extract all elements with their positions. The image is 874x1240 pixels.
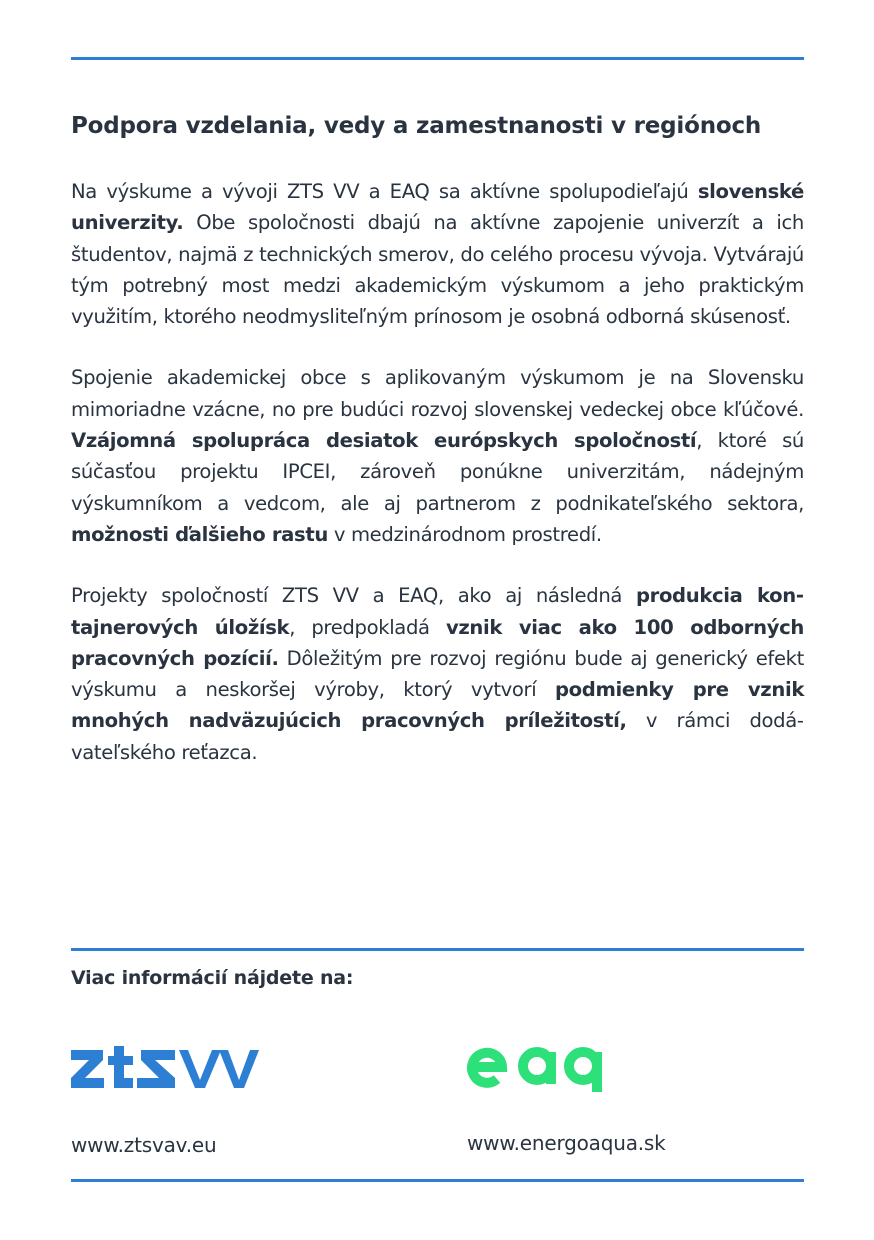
energoaqua-url[interactable]: www.energoaqua.sk: [467, 1131, 666, 1155]
paragraph-universities: Na výskume a vývoji ZTS VV a EAQ sa aktívne spolupodieľajú slovenské univerzity. Obe spoločnosti dbajú na aktívne zapojenie univerzít a ich študentov, najmä z technických smerov, do celého procesu vývoja. Vytvárajú tým potrebný most medzi akademickým výskumom a jeho praktickým využitím, ktorého neodmysliteľným prínosom je osobná odborná skúsenosť.: [71, 180, 804, 329]
middle-divider: [71, 948, 804, 951]
ztsvav-url[interactable]: www.ztsvav.eu: [71, 1133, 217, 1157]
bottom-divider: [71, 1179, 804, 1182]
article-body: [71, 176, 804, 798]
top-divider: [71, 57, 804, 60]
eaq-logo: [466, 1044, 608, 1092]
more-info-label: Viac informácií nájdete na:: [71, 967, 354, 989]
paragraph-cooperation: Spojenie akademickej obce s aplikovaným výskumom je na Slovensku mimoriadne vzácne, no pre budúci rozvoj slovenskej vedeckej obce kľúčové. Vzájomná spolupráca desiatok európskych spoločností, ktoré sú súčasťou projektu IPCEI, zároveň ponúkne univerzitám, nádejným výskumníkom a vedcom, ale aj partnerom z podnikateľského sektora, možnosti ďalšieho rastu v medzinárodnom prostredí.: [71, 366, 805, 546]
page-title: Podpora vzdelania, vedy a zamestnanosti v regiónoch: [71, 113, 762, 139]
ztsvv-logo: [71, 1046, 260, 1088]
paragraph-jobs: Projekty spoločností ZTS VV a EAQ, ako aj následná produkcia kontajnerových úložísk, predpokladá vznik viac ako 100 odborných pracovných pozícií. Dôležitým pre rozvoj regiónu bude aj generický efekt výskumu a neskoršej výroby, ktorý vytvorí podmienky pre vznik mnohých nadväzujúcich pracovných príležitostí, v rámci dodávateľského reťazca.: [71, 584, 805, 764]
